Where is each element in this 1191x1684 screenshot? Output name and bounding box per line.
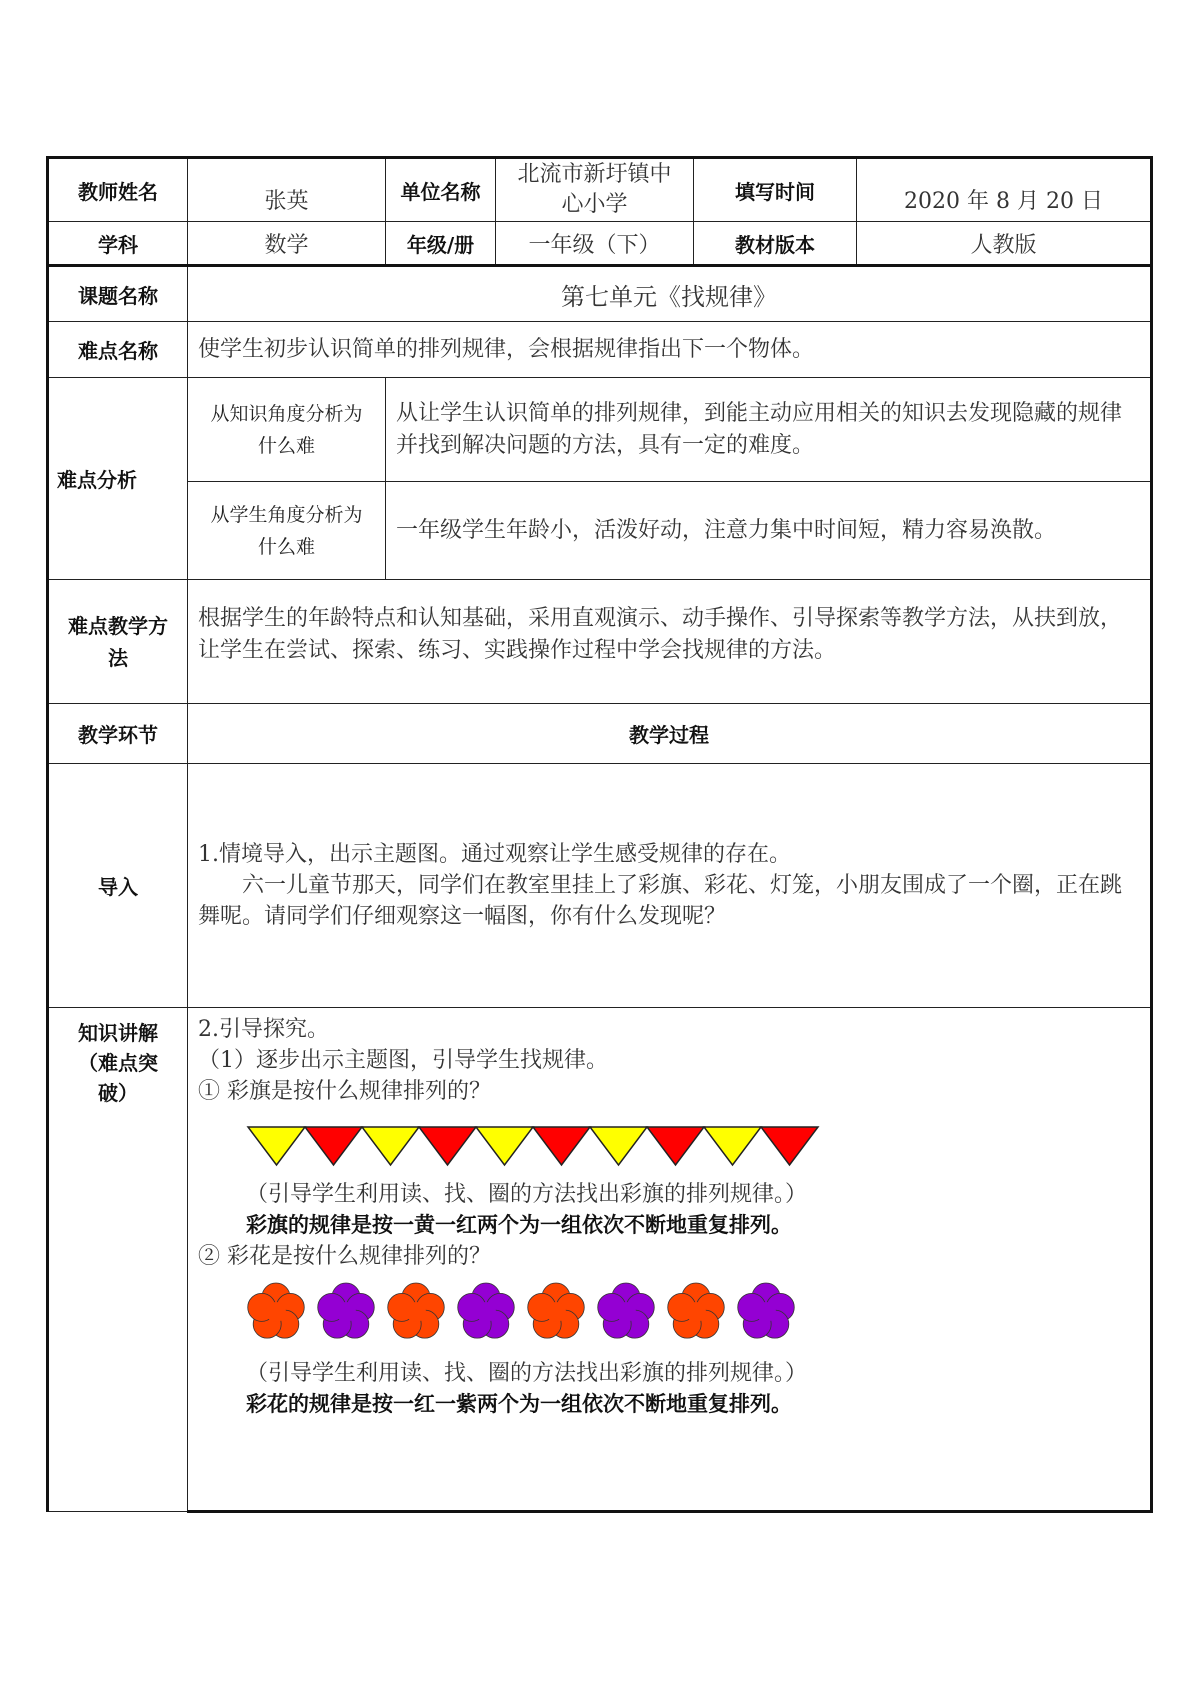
fill-time-label: 填写时间	[694, 158, 857, 222]
stage-label: 教学环节	[48, 704, 188, 764]
flower-orange-3	[388, 1283, 445, 1338]
flower-purple-8	[738, 1283, 795, 1338]
grade: 一年级（下）	[496, 222, 694, 266]
teacher-name: 张英	[188, 158, 386, 222]
knowledge-content	[188, 1008, 1152, 1512]
flowers-hint: （引导学生利用读、找、圈的方法找出彩旗的排列规律。）	[246, 1361, 808, 1386]
edition: 人教版	[857, 222, 1152, 266]
flower-purple-4	[458, 1283, 515, 1338]
fill-time: 2020 年 8 月 20 日	[857, 158, 1152, 222]
flag-red-10	[761, 1127, 818, 1165]
flags-figure	[246, 1125, 826, 1169]
intro-paragraph: 六一儿童节那天，同学们在教室里挂上了彩旗、彩花、灯笼，小朋友围成了一个圈，正在跳舞呢。请同学们仔细观察这一幅图，你有什么发现呢？	[198, 873, 1123, 929]
lesson-plan-page	[46, 156, 1150, 1513]
student-angle-label	[188, 482, 386, 580]
flag-red-8	[647, 1127, 704, 1165]
flowers-question: ② 彩花是按什么规律排列的？	[198, 1244, 491, 1269]
subject: 数学	[188, 222, 386, 266]
lesson-plan-table	[46, 156, 1153, 1513]
flower-orange-7	[668, 1283, 725, 1338]
subject-label: 学科	[48, 222, 188, 266]
intro-label: 导入	[48, 764, 188, 1008]
flag-yellow-7	[590, 1127, 647, 1165]
topic-label: 课题名称	[48, 266, 188, 322]
knowledge-row	[48, 1008, 1152, 1512]
difficulty-row	[48, 322, 1152, 378]
method-label-line2: 法	[108, 645, 128, 670]
intro-line1: 1.情境导入，出示主题图。通过观察让学生感受规律的存在。	[198, 842, 791, 867]
method-label	[48, 580, 188, 704]
flag-red-4	[419, 1127, 476, 1165]
knowledge-angle-label	[188, 378, 386, 482]
method-label-line1: 难点教学方	[68, 613, 168, 638]
difficulty-label: 难点名称	[48, 322, 188, 378]
student-angle-label-line2: 什么难	[257, 535, 315, 558]
flag-yellow-3	[362, 1127, 419, 1165]
knowledge-line1: 2.引导探究。	[198, 1017, 329, 1042]
analysis-row-2	[48, 482, 1152, 580]
method-text: 根据学生的年龄特点和认知基础，采用直观演示、动手操作、引导探索等教学方法，从扶到放，让学生在尝试、探索、练习、实践操作过程中学会找规律的方法。	[188, 580, 1152, 704]
intro-content	[188, 764, 1152, 1008]
method-row	[48, 580, 1152, 704]
flower-purple-2	[318, 1283, 375, 1338]
topic-row	[48, 266, 1152, 322]
header-row-1	[48, 158, 1152, 222]
topic-value: 第七单元《找规律》	[188, 266, 1152, 322]
teacher-name-label: 教师姓名	[48, 158, 188, 222]
process-label: 教学过程	[188, 704, 1152, 764]
difficulty-value: 使学生初步认识简单的排列规律，会根据规律指出下一个物体。	[188, 322, 1152, 378]
process-header-row	[48, 704, 1152, 764]
flag-yellow-1	[248, 1127, 305, 1165]
knowledge-angle-text: 从让学生认识简单的排列规律，到能主动应用相关的知识去发现隐藏的规律并找到解决问题的方法，具有一定的难度。	[386, 378, 1152, 482]
unit-name	[496, 158, 694, 222]
flowers-answer: 彩花的规律是按一红一紫两个为一组依次不断地重复排列。	[246, 1392, 792, 1416]
unit-name-line2: 心小学	[561, 192, 628, 217]
analysis-row-1	[48, 378, 1152, 482]
analysis-label: 难点分析	[48, 378, 188, 580]
flags-hint: （引导学生利用读、找、圈的方法找出彩旗的排列规律。）	[246, 1182, 808, 1207]
flower-orange-1	[248, 1283, 305, 1338]
edition-label: 教材版本	[694, 222, 857, 266]
unit-name-label: 单位名称	[386, 158, 496, 222]
flower-purple-6	[598, 1283, 655, 1338]
flowers-figure	[244, 1278, 804, 1348]
flag-yellow-9	[704, 1127, 761, 1165]
student-angle-text: 一年级学生年龄小，活泼好动，注意力集中时间短，精力容易涣散。	[386, 482, 1152, 580]
knowledge-angle-label-line1: 从知识角度分析为	[210, 402, 363, 425]
knowledge-label-line1: 知识讲解	[78, 1021, 158, 1045]
knowledge-label-line3: 破）	[98, 1081, 138, 1105]
flags-answer: 彩旗的规律是按一黄一红两个为一组依次不断地重复排列。	[246, 1213, 792, 1237]
knowledge-label	[48, 1008, 188, 1512]
flag-yellow-5	[476, 1127, 533, 1165]
grade-label: 年级/册	[386, 222, 496, 266]
header-row-2	[48, 222, 1152, 266]
flags-question: ① 彩旗是按什么规律排列的？	[198, 1079, 491, 1104]
unit-name-line1: 北流市新圩镇中	[517, 162, 672, 187]
knowledge-line2: （1）逐步出示主题图，引导学生找规律。	[198, 1048, 608, 1073]
knowledge-angle-label-line2: 什么难	[257, 434, 315, 457]
knowledge-label-line2: （难点突	[78, 1051, 158, 1075]
flower-orange-5	[528, 1283, 585, 1338]
flag-red-2	[305, 1127, 362, 1165]
flag-red-6	[533, 1127, 590, 1165]
student-angle-label-line1: 从学生角度分析为	[210, 503, 363, 526]
intro-row	[48, 764, 1152, 1008]
